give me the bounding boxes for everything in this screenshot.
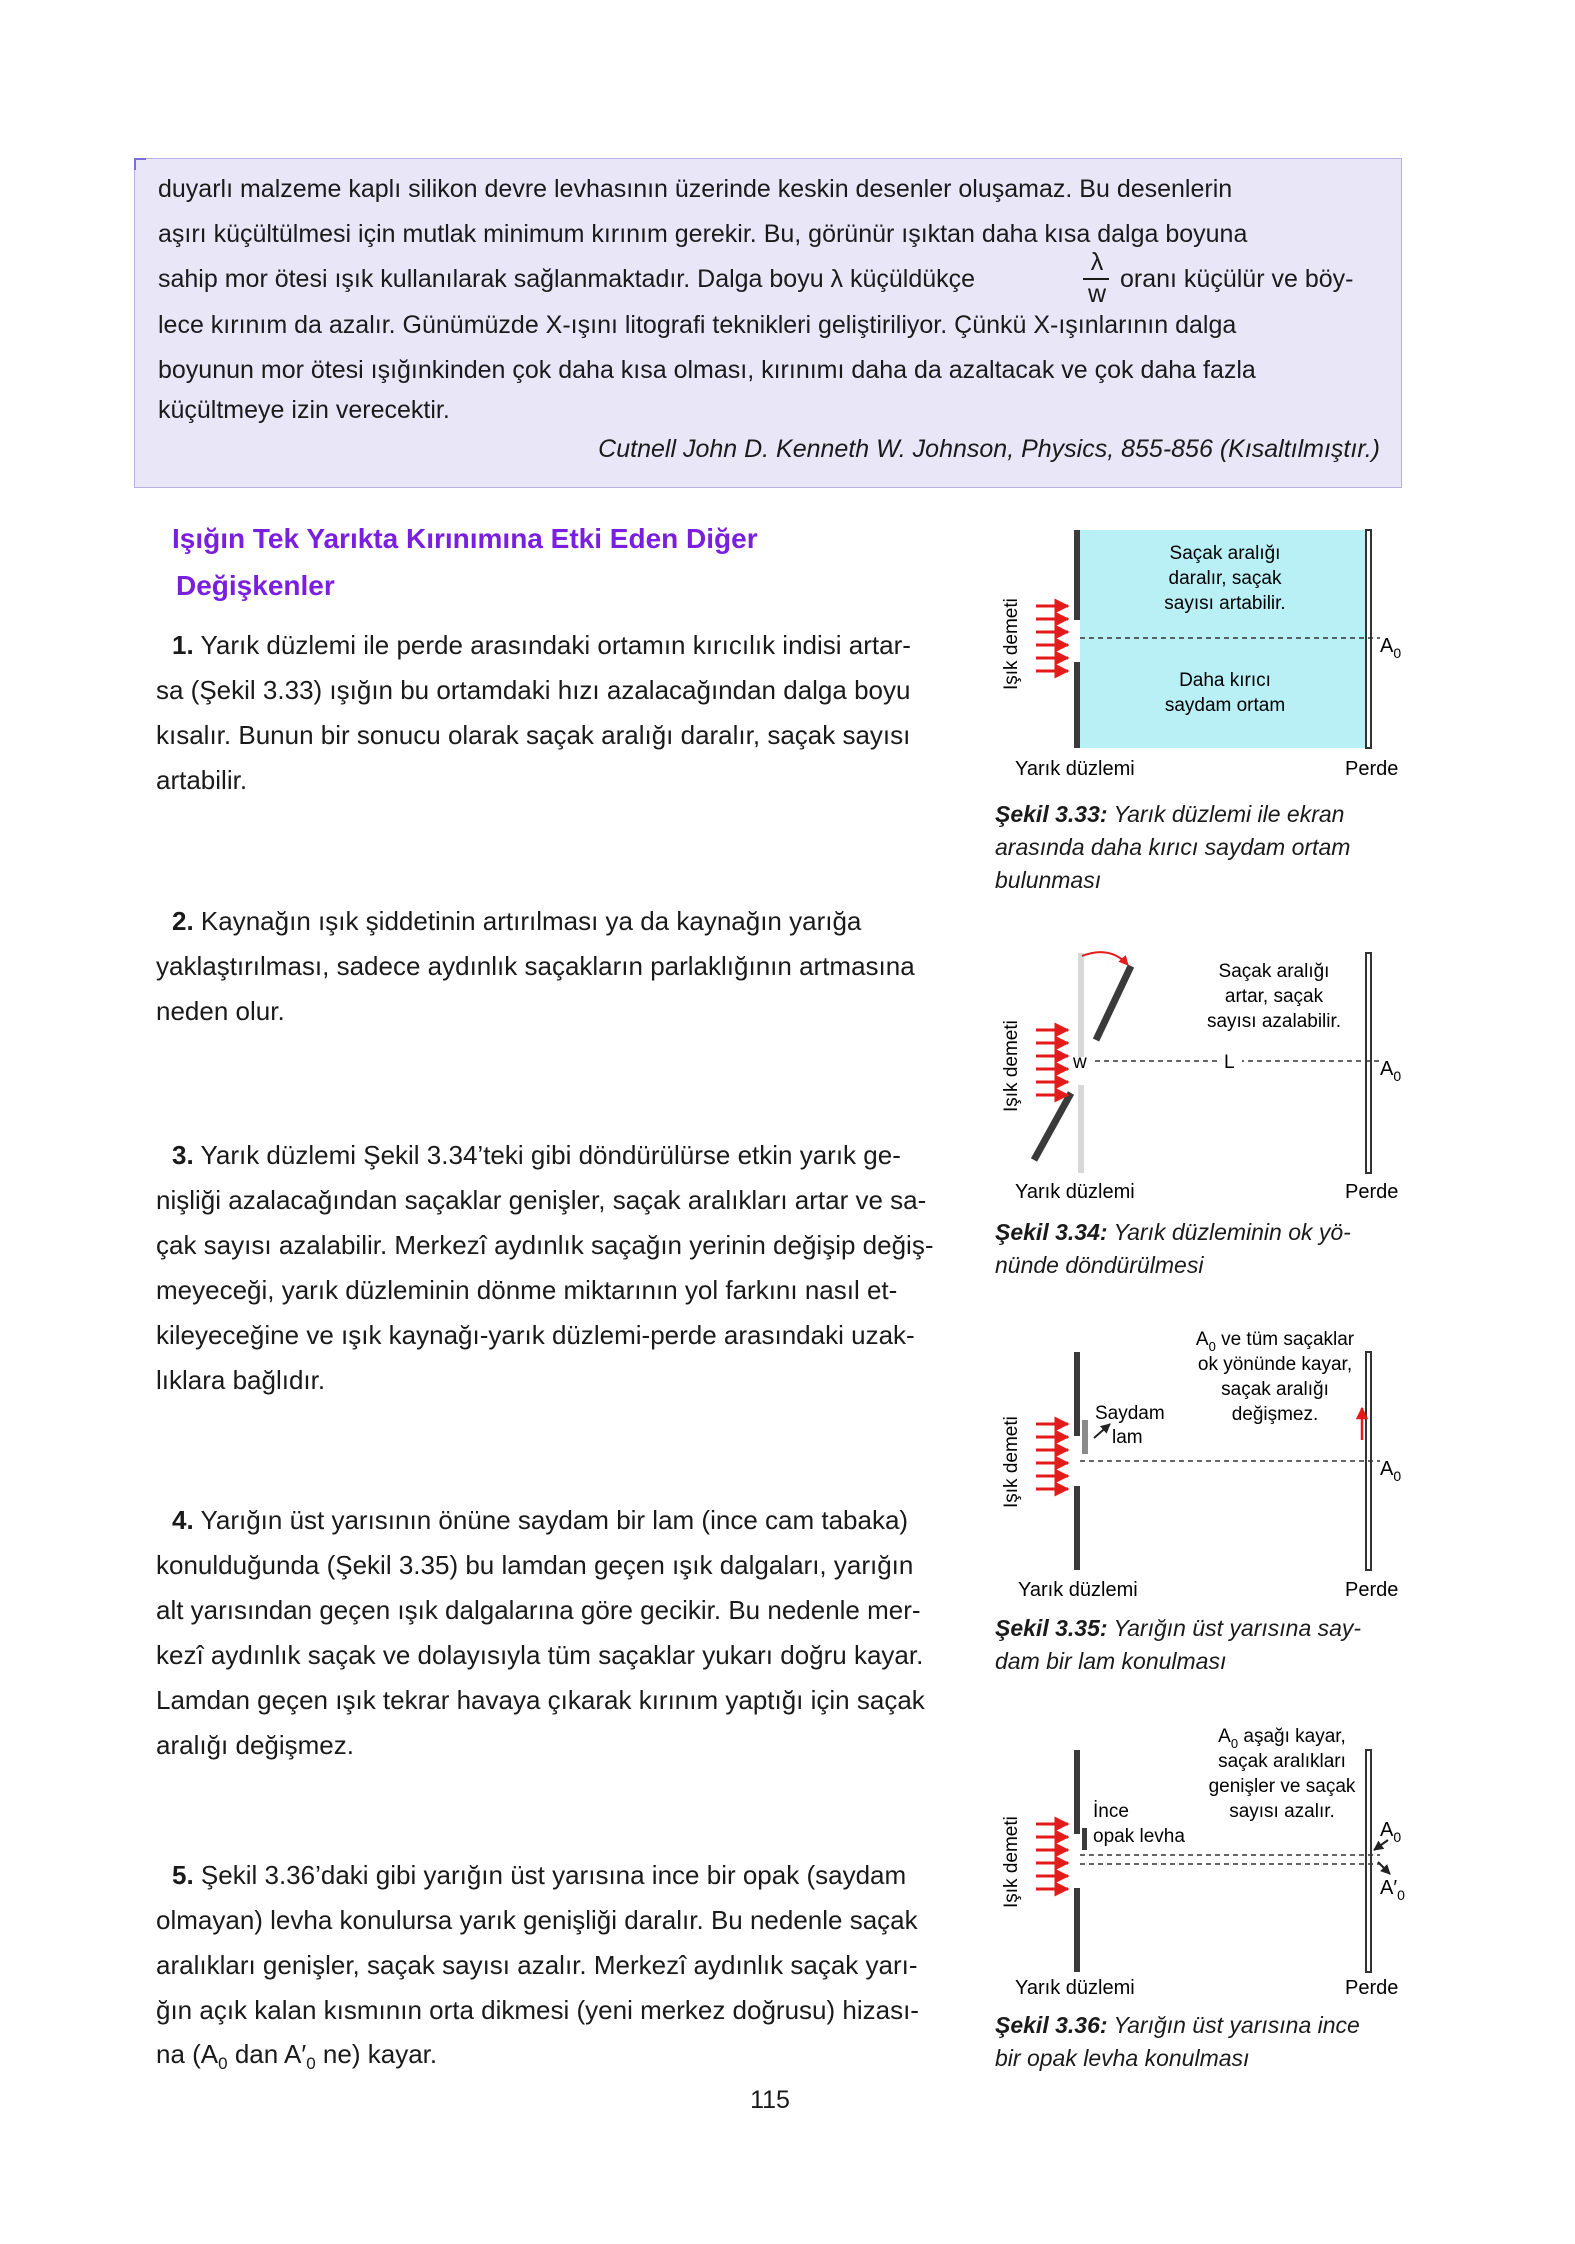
excerpt-line: duyarlı malzeme kaplı silikon devre levhasının üzerinde keskin desenler oluşamaz. Bu desenlerin <box>158 175 1233 203</box>
item-3-line: 3. Yarık düzlemi Şekil 3.34’teki gibi döndürülürse etkin yarık ge- <box>172 1140 901 1170</box>
page-number: 115 <box>750 2086 790 2114</box>
item-4-line: konulduğunda (Şekil 3.35) bu lamdan geçen ışık dalgaları, yarığın <box>156 1550 914 1580</box>
item-2-line: neden olur. <box>156 996 285 1026</box>
item-4-line: kezî aydınlık saçak ve dolayısıyla tüm saçaklar yukarı doğru kayar. <box>156 1640 924 1670</box>
slit-lower-plate <box>1074 1486 1080 1570</box>
A0-prime-label: $A'_0$ <box>1380 1877 1405 1903</box>
caption-3-36: Şekil 3.36: Yarığın üst yarısına ince <box>995 2012 1360 2038</box>
rotated-slit-lower <box>1034 1093 1071 1160</box>
item-4-line: aralığı değişmez. <box>156 1730 354 1760</box>
A0-label: $A_0$ <box>1380 1458 1402 1484</box>
original-slit-lower <box>1078 1085 1084 1173</box>
item-3-line: lıklara bağlıdır. <box>156 1365 326 1395</box>
figure-3-33 <box>1001 530 1401 780</box>
fig36-note: sayısı azalır. <box>1229 1801 1335 1822</box>
fig36-note: genişler ve saçak <box>1208 1776 1356 1797</box>
item-4-line: alt yarısından geçen ışık dalgalarına göre gecikir. Bu nedenle mer- <box>156 1595 921 1625</box>
item-3-line: nişliği azalacağından saçaklar genişler, saçak aralıkları artar ve sa- <box>156 1185 927 1215</box>
item-1-line: kısalır. Bunun bir sonucu olarak saçak aralığı daralır, saçak sayısı <box>156 720 911 750</box>
fig35-note: saçak aralığı <box>1221 1379 1329 1400</box>
A0-prime-pointer <box>1378 1862 1390 1874</box>
item-number: 1. <box>172 630 194 660</box>
rotation-arrow <box>1082 952 1128 965</box>
fraction-denominator: w <box>1087 280 1107 308</box>
screen-label: Perde <box>1345 758 1399 780</box>
plate-label: İnce <box>1093 1801 1129 1822</box>
item-4-line: 4. Yarığın üst yarısının önüne saydam bir lam (ince cam tabaka) <box>172 1505 909 1535</box>
glass-pointer <box>1094 1424 1110 1438</box>
fig35-note: değişmez. <box>1231 1404 1319 1425</box>
screen <box>1366 953 1371 1173</box>
caption-3-35: Şekil 3.35: Yarığın üst yarısına say- <box>995 1615 1362 1641</box>
caption-3-35: dam bir lam konulması <box>995 1648 1227 1674</box>
fig33-note: daralır, saçak <box>1168 568 1282 589</box>
item-5-line: aralıkları genişler, saçak sayısı azalır. Merkezî aydınlık saçak yarı- <box>156 1950 918 1980</box>
w-label: w <box>1073 1052 1087 1073</box>
screen <box>1366 530 1371 748</box>
item-number: 2. <box>172 906 194 936</box>
light-beam-arrows <box>1036 1424 1068 1489</box>
item-number: 3. <box>172 1140 194 1170</box>
plate-label: opak levha <box>1093 1826 1185 1847</box>
excerpt-line: boyunun mor ötesi ışığınkinden çok daha kısa olması, kırınımı daha da azaltacak ve çok daha fazla <box>158 356 1256 384</box>
beam-label: Işık demeti <box>1001 1816 1022 1908</box>
fig35-note: ok yönünde kayar, <box>1197 1354 1353 1375</box>
slit-lower-plate <box>1074 1888 1080 1972</box>
excerpt-line: aşırı küçültülmesi için mutlak minimum kırınım gerekir. Bu, görünür ışıktan daha kısa dalga boyuna <box>158 220 1248 248</box>
original-slit-upper <box>1078 953 1084 1057</box>
slit-plane-label: Yarık düzlemi <box>1015 1181 1135 1203</box>
A0-label: $A_0$ <box>1380 1819 1402 1845</box>
caption-3-33: arasında daha kırıcı saydam ortam <box>995 834 1351 860</box>
fig34-note: Saçak aralığı <box>1218 961 1330 982</box>
item-5-line: na ($A_0$ dan $A'_0$ ne) kayar. <box>156 2039 438 2074</box>
figure-3-34 <box>1001 952 1401 1203</box>
A0-pointer <box>1374 1840 1388 1850</box>
fig34-note: artar, saçak <box>1224 986 1324 1007</box>
section-heading-line2: Değişkenler <box>176 570 335 601</box>
beam-label: Işık demeti <box>1001 598 1022 690</box>
item-5-line: 5. Şekil 3.36’daki gibi yarığın üst yarısına ince bir opak (saydam <box>172 1860 907 1890</box>
glass-label: lam <box>1112 1427 1143 1448</box>
item-3-line: çak sayısı azalabilir. Merkezî aydınlık saçağın yerinin değişip değiş- <box>156 1230 934 1260</box>
A0-label: $A_0$ <box>1380 1058 1402 1084</box>
fig33-note: Saçak aralığı <box>1169 543 1281 564</box>
item-5-line: ğın açık kalan kısmının orta dikmesi (yeni merkez doğrusu) hizası- <box>156 1995 919 2025</box>
light-beam-arrows <box>1036 1030 1068 1095</box>
screen-label: Perde <box>1345 1181 1399 1203</box>
caption-3-33: bulunması <box>995 867 1102 893</box>
fig33-medium-label: saydam ortam <box>1164 695 1286 716</box>
beam-label: Işık demeti <box>1001 1416 1022 1508</box>
fig33-medium-label: Daha kırıcı <box>1179 670 1271 691</box>
citation: Cutnell John D. Kenneth W. Johnson, Physics, 855-856 (Kısaltılmıştır.) <box>598 435 1380 463</box>
fraction-numerator: λ <box>1090 248 1104 276</box>
item-number: 5. <box>172 1860 194 1890</box>
rotated-slit-upper <box>1096 966 1131 1040</box>
section-heading-line1: Işığın Tek Yarıkta Kırınımına Etki Eden Diğer <box>172 523 758 554</box>
excerpt-line: lece kırınım da azalır. Günümüzde X-ışını litografi teknikleri geliştiriliyor. Çünkü X-ışınlarının dalga <box>158 311 1237 339</box>
item-4-line: Lamdan geçen ışık tekrar havaya çıkarak kırınım yaptığı için saçak <box>156 1685 925 1715</box>
beam-label: Işık demeti <box>1001 1020 1022 1112</box>
fig33-note: sayısı artabilir. <box>1164 593 1286 614</box>
caption-3-36: bir opak levha konulması <box>995 2045 1250 2071</box>
L-label: L <box>1224 1052 1235 1073</box>
excerpt-line: küçültmeye izin verecektir. <box>158 396 450 424</box>
light-beam-arrows <box>1036 606 1068 671</box>
item-1-line: sa (Şekil 3.33) ışığın bu ortamdaki hızı azalacağından dalga boyu <box>156 675 911 705</box>
item-3-line: meyeceği, yarık düzleminin dönme miktarının yol farkını nasıl et- <box>156 1275 898 1305</box>
item-number: 4. <box>172 1505 194 1535</box>
excerpt-line: oranı küçülür ve böy- <box>1120 265 1354 293</box>
caption-3-34: Şekil 3.34: Yarık düzleminin ok yö- <box>995 1219 1351 1245</box>
fig36-note: $A_0$ aşağı kayar, <box>1218 1726 1346 1751</box>
slit-upper-plate <box>1074 530 1080 620</box>
glass-label: Saydam <box>1095 1403 1165 1424</box>
caption-3-33: Şekil 3.33: Yarık düzlemi ile ekran <box>995 801 1345 827</box>
item-2-line: yaklaştırılması, sadece aydınlık saçakların parlaklığının artmasına <box>156 951 915 981</box>
fig34-note: sayısı azalabilir. <box>1206 1011 1342 1032</box>
caption-3-34: nünde döndürülmesi <box>995 1252 1204 1278</box>
slit-plane-label: Yarık düzlemi <box>1015 758 1135 780</box>
slit-upper-plate <box>1074 1352 1080 1436</box>
slit-lower-plate <box>1074 662 1080 748</box>
fig35-note: $A_0$ ve tüm saçaklar <box>1195 1329 1355 1354</box>
screen-label: Perde <box>1345 1579 1399 1601</box>
item-1-line: artabilir. <box>156 765 248 795</box>
item-2-line: 2. Kaynağın ışık şiddetinin artırılması ya da kaynağın yarığa <box>172 906 862 936</box>
excerpt-line: sahip mor ötesi ışık kullanılarak sağlanmaktadır. Dalga boyu λ küçüldükçe <box>158 265 976 293</box>
slit-upper-plate <box>1074 1750 1080 1834</box>
fig36-note: saçak aralıkları <box>1218 1751 1346 1772</box>
figure-3-36 <box>1001 1726 1405 1999</box>
A0-label: $A_0$ <box>1380 635 1402 661</box>
slit-plane-label: Yarık düzlemi <box>1015 1977 1135 1999</box>
screen-label: Perde <box>1345 1977 1399 1999</box>
item-3-line: kileyeceğine ve ışık kaynağı-yarık düzlemi-perde arasındaki uzak- <box>156 1320 915 1350</box>
item-1-line: 1. Yarık düzlemi ile perde arasındaki ortamın kırıcılık indisi artar- <box>172 630 911 660</box>
item-5-line: olmayan) levha konulursa yarık genişliği daralır. Bu nedenle saçak <box>156 1905 918 1935</box>
glass-slide <box>1082 1420 1088 1454</box>
light-beam-arrows <box>1036 1824 1068 1889</box>
screen <box>1366 1750 1371 1972</box>
slit-plane-label: Yarık düzlemi <box>1018 1579 1138 1601</box>
figure-3-35 <box>1001 1329 1401 1601</box>
opaque-plate <box>1082 1828 1087 1850</box>
